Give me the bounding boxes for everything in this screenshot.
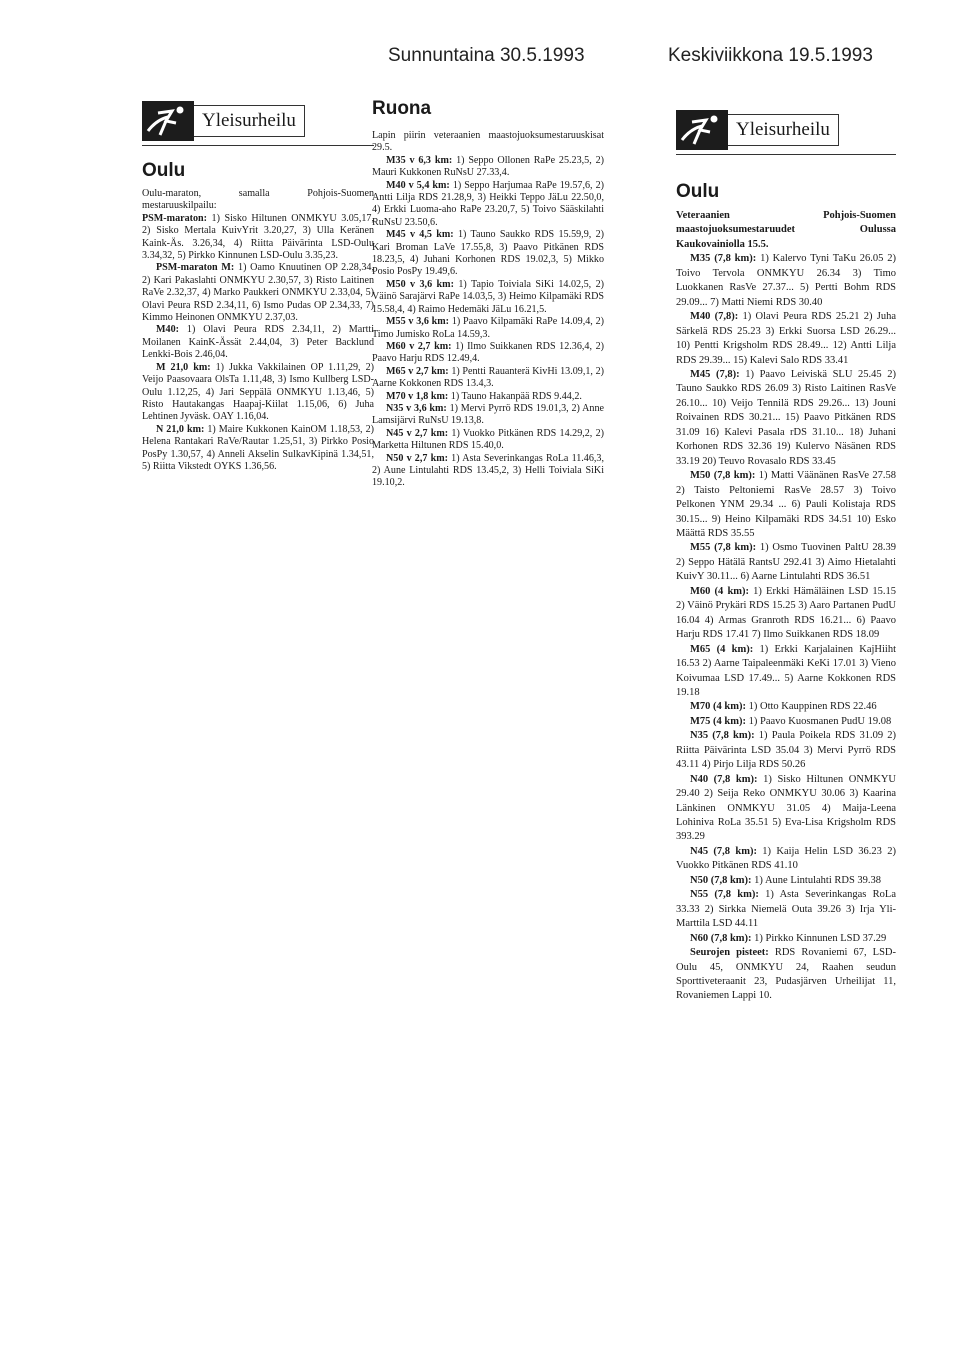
category-label: Veteraanien Pohjois-Suomen maastojuoksumestaruudet Oulussa Kaukovainiolla 15.5. — [676, 210, 896, 250]
category-label: N35 v 3,6 km: — [386, 402, 447, 414]
result-text: RDS Rovaniemi 67, LSD-Oulu 45, ONMKYU 24, Raahen seudun Sporttiveteraanit 23, Pudasjärven Urheilijat 11, Rovaniemen Lappi 10. — [676, 947, 896, 1002]
yleisurheilu-logo — [142, 101, 374, 141]
result-text: 1) Seppo Ollonen RaPe 25.23,5, 2) Mauri Kukkonen RuNsU 27.33,4. — [372, 154, 604, 179]
result-text: 1) Kalervo Tyni TaKu 26.05 2) Toivo Tervola ONMKYU 26.34 3) Timo Luokkanen RasVe 27.37... 5) Pertti Bohm RDS 29.09... 7) Matti Niemi RDS 30.40 — [676, 253, 896, 308]
result-text: 1) Pentti Rauanterä KivHi 13.09,1, 2) Aarne Kokkonen RDS 13.4,3. — [372, 365, 604, 390]
result-text: 1) Tauno Hakanpää RDS 9.44,2. — [448, 390, 582, 402]
result-paragraph — [676, 729, 896, 772]
result-paragraph — [676, 368, 896, 469]
category-label: N 21,0 km: — [156, 423, 205, 435]
result-text: 1) Erkki Karjalainen KajHiiht 16.53 2) Aarne Taipaleenmäki KeKi 17.01 3) Vieno Koivumaa LSD 17.49... 5) Aarne Kokkonen RDS 19.18 — [676, 643, 896, 698]
category-label: M40: — [156, 324, 179, 336]
result-paragraph — [372, 366, 604, 391]
result-text: 1) Ilmo Suikkanen RDS 12.36,4, 2) Paavo Harju RDS 12.49,4. — [372, 340, 604, 365]
category-label: N50 (7,8 km): — [690, 874, 752, 886]
date-left: Sunnuntaina 30.5.1993 — [388, 45, 585, 66]
result-text: 1) Maire Kukkonen KainOM 1.18,53, 2) Helena Rantakari RaVe/Rautar 1.25,51, 3) Pirkko Posio PosPy 1.30,57, 4) Anneli Akselin SulkavKipinä 1.34,51, 5) Riitta Vikstedt OYKS 1.36,56. — [142, 423, 374, 472]
result-paragraph — [676, 773, 896, 845]
result-paragraph — [142, 213, 374, 263]
result-text: 1) Olavi Peura RDS 2.34,11, 2) Martti Moilanen KainK-Ässät 2.44,04, 3) Peter Backlund Lenkki-Bois 2.46,04. — [142, 324, 374, 361]
category-label: N45 (7,8 km): — [690, 845, 757, 857]
result-text: 1) Paavo Leiviskä SLU 25.45 2) Tauno Saukko RDS 26.09 3) Risto Laitinen RasVe 26.10... 10) Veijo Tennilä RDS 29.26... 13) Jouni Roivainen RDS 30.21... 15) Paavo Pitkänen RDS 31.09 16) Kalevi Pasala rDS 31.10... 18) Juhani Korhonen RDS 32.36 19) Kulervo Näsänen RDS 33.19 20) Teuvo Rovasalo RDS 33.45 — [676, 368, 896, 467]
result-text: 1) Asta Severinkangas RoLa 11.46,3, 2) Aune Lintulahti RDS 13.45,2, 3) Helli Toiviala SiKi 19.10,2. — [372, 452, 604, 489]
category-label: N50 v 2,7 km: — [386, 452, 448, 464]
category-label: Seurojen pisteet: — [690, 947, 769, 959]
brand-label: Yleisurheilu — [194, 105, 305, 137]
result-paragraph — [372, 428, 604, 453]
result-text: Oulu-maraton, samalla Pohjois-Suomen mestaruuskilpailu: — [142, 188, 374, 212]
result-text: 1) Tauno Saukko RDS 15.59,9, 2) Kari Broman LaVe 17.55,8, 3) Paavo Pitkänen RDS 18.23,5, 4) Juhani Korhonen RDS 19.02,3, 5) Mikko Posio PosPy 19.49,6. — [372, 229, 604, 278]
result-paragraph — [676, 252, 896, 310]
section-title: Oulu — [142, 160, 186, 181]
category-label: M55 v 3,6 km: — [386, 316, 450, 328]
category-label: N60 (7,8 km): — [690, 932, 752, 944]
result-paragraph — [372, 316, 604, 341]
category-label: N35 (7,8 km): — [690, 730, 755, 742]
result-paragraph — [372, 279, 604, 316]
category-label: PSM-maraton M: — [156, 262, 235, 274]
category-label: M60 (4 km): — [690, 585, 750, 597]
category-label: M40 v 5,4 km: — [386, 179, 450, 191]
category-label: M70 (4 km): — [690, 701, 746, 713]
category-label: M60 v 2,7 km: — [386, 340, 452, 352]
category-label: M55 (7,8 km): — [690, 542, 757, 554]
result-text: 1) Jukka Vakkilainen OP 1.11,29, 2) Veijo Paasovaara OlsTa 1.11,48, 3) Ismo Kullberg LSD-Oulu 1.12,25, 4) Jari Seppälä ONMKYU 1.13,46, 5) Risto Hautakangas Haapaj-Kiilat 1.15,06, 6) Juha Lehtinen Jyväsk. OAY 1.16,04. — [142, 361, 374, 423]
yleisurheilu-logo — [676, 110, 896, 150]
result-paragraph — [676, 209, 896, 252]
result-paragraph — [372, 453, 604, 490]
category-label: M65 (4 km): — [690, 643, 754, 655]
result-paragraph — [676, 715, 896, 729]
article-body — [676, 209, 896, 1004]
article-ruona — [372, 98, 604, 490]
category-label: M50 v 3,6 km: — [386, 278, 454, 290]
logo-divider — [142, 145, 374, 146]
category-label: N55 (7,8 km): — [690, 889, 759, 901]
runner-logo-icon — [676, 110, 728, 150]
result-paragraph — [372, 403, 604, 428]
article-oulu-marathon — [142, 101, 374, 473]
result-text: 1) Asta Severinkangas RoLa 33.33 2) Sirkka Niemelä Outa 39.26 3) Irja Yli-Marttila LSD 44.11 — [676, 889, 896, 930]
brand-label: Yleisurheilu — [728, 114, 839, 146]
result-paragraph — [676, 946, 896, 1004]
category-label: M75 (4 km): — [690, 715, 746, 727]
category-label: M40 (7,8): — [690, 311, 739, 323]
result-text: 1) Olavi Peura RDS 25.21 2) Juha Särkelä RDS 25.23 3) Erkki Suorsa LSD 26.29... 10) Pentti Krigsholm RDS 28.49... 12) Antti Lilja RDS 29.39... 15) Kalevi Salo RDS 33.41 — [676, 311, 897, 366]
article-oulu-cross-country — [676, 110, 896, 1004]
result-text: 1) Erkki Hämäläinen LSD 15.15 2) Väinö Prykäri RDS 15.25 3) Aaro Partanen PudU 16.04 4) Armas Granroth RDS 16.21... 6) Paavo Harju RDS 17.41 7) Ilmo Suikkanen RDS 18.09 — [676, 585, 896, 641]
category-label: N45 v 2,7 km: — [386, 427, 449, 439]
result-paragraph — [142, 424, 374, 474]
result-paragraph — [142, 362, 374, 424]
result-text: Lapin piirin veteraanien maastojuoksumestaruuskisat 29.5. — [372, 130, 604, 154]
category-label: M35 v 6,3 km: — [386, 154, 453, 166]
result-paragraph — [676, 845, 896, 874]
result-paragraph — [372, 130, 604, 155]
result-text: 1) Vuokko Pitkänen RDS 14.29,2, 2) Marketta Hiltunen RDS 15.40,0. — [372, 427, 604, 452]
category-label: M70 v 1,8 km: — [386, 390, 449, 402]
result-text: 1) Tapio Toiviala SiKi 14.02,5, 2) Väinö Sarajärvi RaPe 14.03,5, 3) Heimo Kilpamäki RDS 15.58,4, 4) Raimo Hedemäki JäLu 16.21,5. — [372, 278, 604, 315]
result-paragraph — [676, 643, 896, 701]
result-paragraph — [676, 874, 896, 888]
category-label: M45 v 4,5 km: — [386, 229, 454, 241]
category-label: M65 v 2,7 km: — [386, 365, 449, 377]
section-title: Oulu — [676, 181, 720, 202]
result-paragraph — [676, 888, 896, 931]
result-text: 1) Oamo Knuutinen OP 2.28,34, 2) Kari Pakaslahti ONMKYU 2.30,57, 3) Risto Laitinen RaVe 2.32,37, 4) Marko Paukkeri ONMKYU 2.33,04, 5) Olavi Peura RSD 2.34,11, 6) Ismo Pudas OP 2.34,33, 7) Kimmo Heinonen ONMKYU 2.37,03. — [142, 262, 374, 324]
result-text: 1) Paavo Kilpamäki RaPe 14.09,4, 2) Timo Jumisko RoLa 14.59,3. — [372, 316, 604, 340]
result-text: 1) Sisko Hiltunen ONMKYU 3.05,17, 2) Sisko Mertala KuivYrit 3.20,27, 3) Ulla Keränen Kaink-Äs. 3.26,34, 4) Riitta Päivärinta LSD-Oulu 3.34,32, 5) Pirkko Kinnunen LSD-Oulu 3.35,23. — [142, 212, 374, 262]
result-paragraph — [372, 180, 604, 230]
result-paragraph — [676, 541, 896, 584]
result-paragraph — [142, 324, 374, 361]
result-text: 1) Sisko Hiltunen ONMKYU 29.40 2) Seija Reko ONMKYU 30.06 3) Kaarina Länkinen ONMKYU 31.05 4) Maija-Leena Lohiniva RoLa 35.51 5) Eva-Lisa Krigsholm RDS 393.29 — [676, 773, 896, 843]
result-text: 1) Matti Väänänen RasVe 27.58 2) Taisto Peltoniemi RasVe 28.57 3) Toivo Pelkonen YNM 29.34 ... 6) Pauli Kolistaja RDS 30.15... 9) Heino Kilpamäki RDS 34.51 10) Esko Määttä RDS 35.55 — [676, 470, 896, 539]
result-paragraph — [372, 391, 604, 403]
result-text: 1) Mervi Pyrrö RDS 19.01,3, 2) Anne Lamsijärvi RuNsU 19.13,8. — [372, 402, 604, 427]
result-paragraph — [142, 188, 374, 213]
section-title: Ruona — [372, 98, 432, 119]
result-text: 1) Osmo Tuovinen PaltU 28.39 2) Seppo Hätälä RantsU 292.41 3) Aimo Hietalahti KuivY 30.11... 6) Aarne Lintulahti RDS 36.51 — [676, 542, 896, 583]
category-label: N40 (7,8 km): — [690, 773, 758, 785]
date-right: Keskiviikkona 19.5.1993 — [668, 45, 873, 66]
result-text: 1) Aune Lintulahti RDS 39.38 — [751, 874, 882, 886]
result-paragraph — [372, 155, 604, 180]
result-text: 1) Seppo Harjumaa RaPe 19.57,6, 2) Antti Lilja RDS 21.28,9, 3) Heikki Teppo JäLu 22.50,0, 4) Erkki Luoma-aho RaPe 23.20,7, 5) Toivo Sääskilahti RuNsU 23.50,6. — [372, 179, 604, 228]
result-paragraph — [372, 341, 604, 366]
result-text: 1) Otto Kauppinen RDS 22.46 — [746, 701, 877, 713]
result-paragraph — [676, 585, 896, 643]
article-body — [372, 130, 604, 490]
category-label: M 21,0 km: — [156, 361, 211, 373]
logo-divider — [676, 154, 896, 155]
result-paragraph — [676, 469, 896, 541]
result-paragraph — [676, 932, 896, 946]
result-text: 1) Paula Poikela RDS 31.09 2) Riitta Päivärinta LSD 35.04 3) Mervi Pyrrö RDS 43.11 4) Pirjo Lilja RDS 50.26 — [676, 730, 896, 771]
result-paragraph — [676, 700, 896, 714]
result-text: 1) Kaija Helin LSD 36.23 2) Vuokko Pitkänen RDS 41.10 — [676, 845, 896, 872]
result-paragraph — [372, 229, 604, 279]
result-text: 1) Pirkko Kinnunen LSD 37.29 — [751, 932, 887, 944]
category-label: PSM-maraton: — [142, 212, 208, 224]
result-paragraph — [142, 262, 374, 324]
category-label: M35 (7,8 km): — [690, 253, 757, 265]
result-text: 1) Paavo Kuosmanen PudU 19.08 — [746, 715, 892, 727]
result-paragraph — [676, 310, 896, 368]
category-label: M45 (7,8): — [690, 368, 740, 380]
runner-logo-icon — [142, 101, 194, 141]
article-body — [142, 188, 374, 473]
category-label: M50 (7,8 km): — [690, 470, 756, 482]
